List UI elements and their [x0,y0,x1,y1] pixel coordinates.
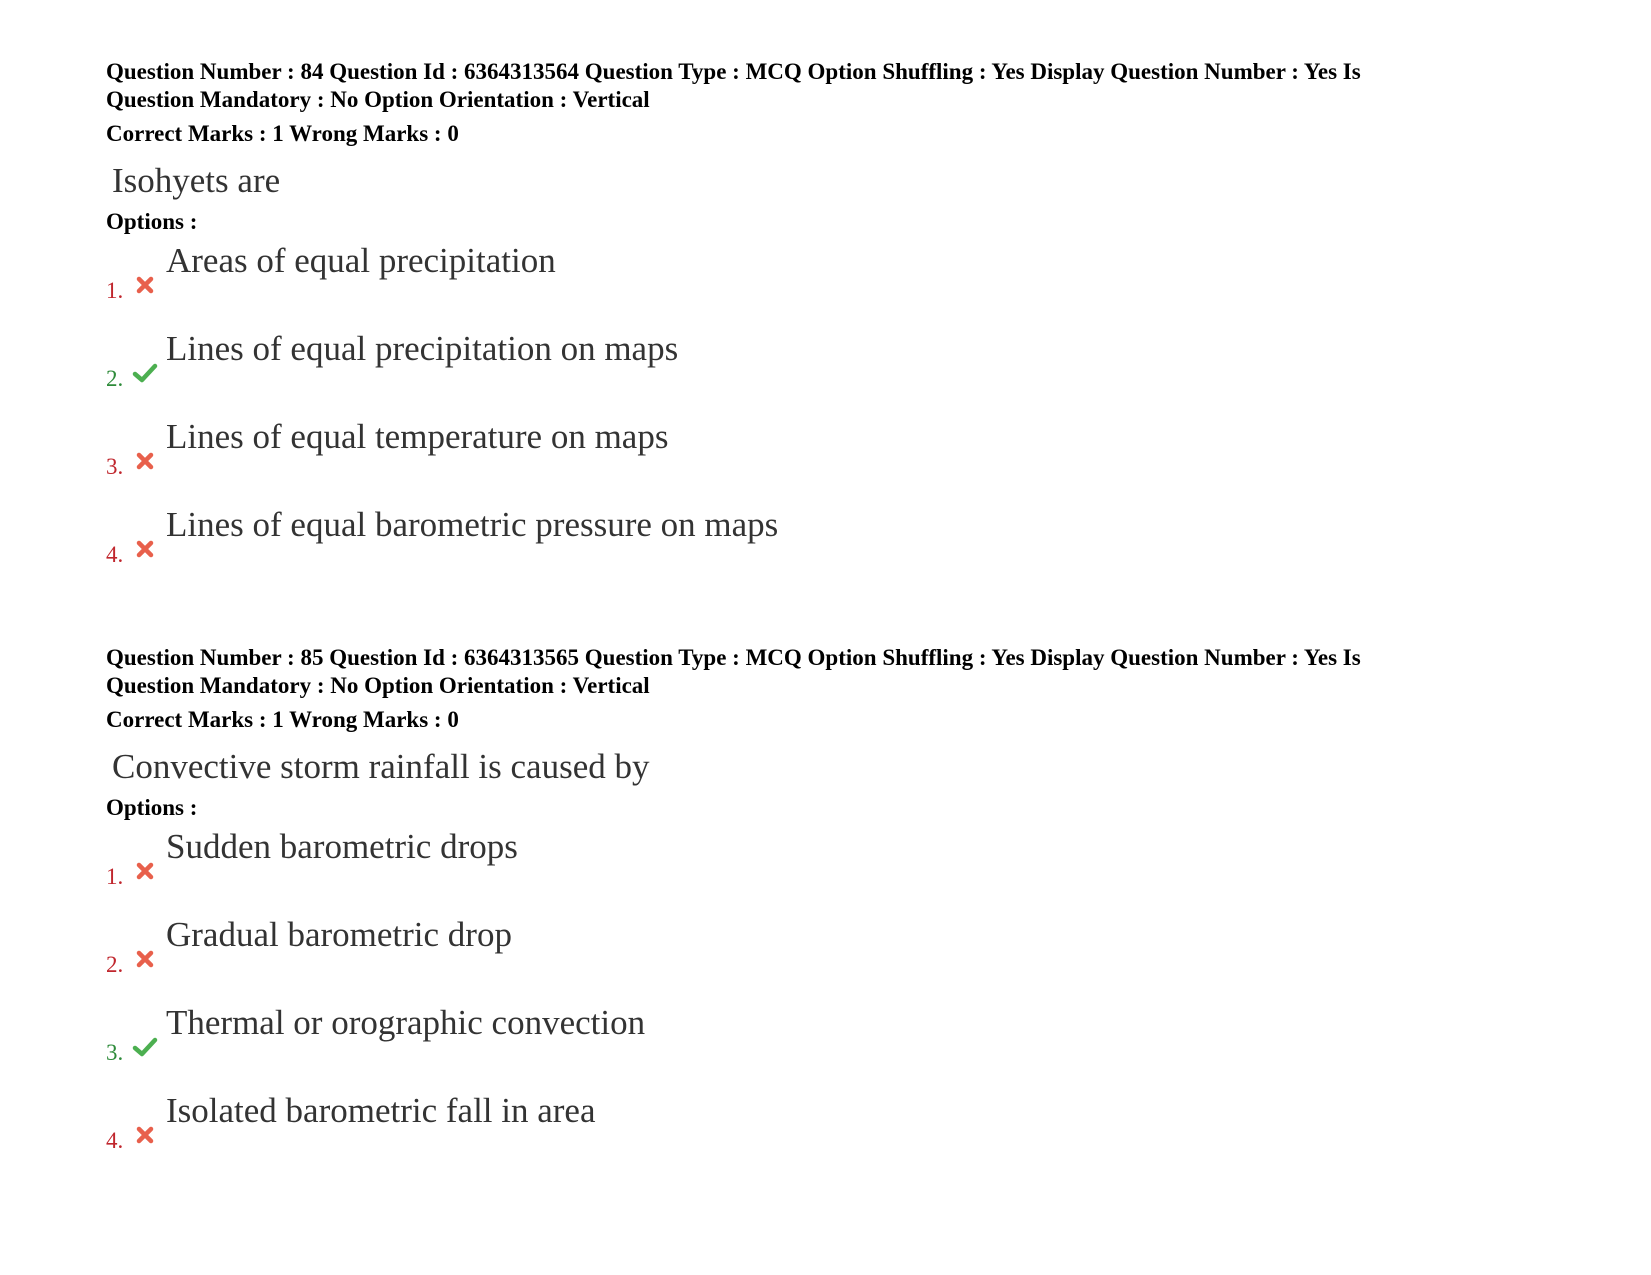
option-number: 3. [106,454,124,479]
option-item [106,324,1546,412]
option-text: Gradual barometric drop [166,915,512,954]
cross-icon [132,1122,158,1148]
question-meta-line2: Question Mandatory : No Option Orientation : Vertical [106,673,650,698]
cross-icon [132,946,158,972]
option-text: Lines of equal precipitation on maps [166,329,679,368]
option-text: Lines of equal temperature on maps [166,417,669,456]
options-label: Options : [106,795,198,820]
cross-icon [132,272,158,298]
cross-icon [132,536,158,562]
question-meta-line2: Question Mandatory : No Option Orientation : Vertical [106,87,650,112]
question-stem: Isohyets are [112,161,281,200]
option-number: 4. [106,1128,124,1153]
question-block [106,58,1546,588]
option-item [106,236,1546,324]
option-item [106,822,1546,910]
option-number: 2. [106,366,124,391]
question-block [106,644,1546,1174]
option-item [106,998,1546,1086]
option-item [106,910,1546,998]
question-marks: Correct Marks : 1 Wrong Marks : 0 [106,707,459,732]
option-text: Areas of equal precipitation [166,241,556,280]
options-label: Options : [106,209,198,234]
option-number: 1. [106,278,124,303]
cross-icon [132,858,158,884]
option-item [106,500,1546,588]
option-text: Isolated barometric fall in area [166,1091,596,1130]
option-text: Sudden barometric drops [166,827,518,866]
option-text: Thermal or orographic convection [166,1003,646,1042]
question-stem: Convective storm rainfall is caused by [112,747,650,786]
option-number: 3. [106,1040,124,1065]
option-number: 2. [106,952,124,977]
question-meta-line1: Question Number : 85 Question Id : 6364313565 Question Type : MCQ Option Shuffling : Yes Display Question Number : Yes Is [106,645,1361,670]
option-item [106,412,1546,500]
question-marks: Correct Marks : 1 Wrong Marks : 0 [106,121,459,146]
option-number: 1. [106,864,124,889]
option-item [106,1086,1546,1174]
option-text: Lines of equal barometric pressure on maps [166,505,779,544]
cross-icon [132,448,158,474]
check-icon [132,1034,158,1060]
check-icon [132,360,158,386]
option-number: 4. [106,542,124,567]
question-meta-line1: Question Number : 84 Question Id : 6364313564 Question Type : MCQ Option Shuffling : Yes Display Question Number : Yes Is [106,59,1361,84]
